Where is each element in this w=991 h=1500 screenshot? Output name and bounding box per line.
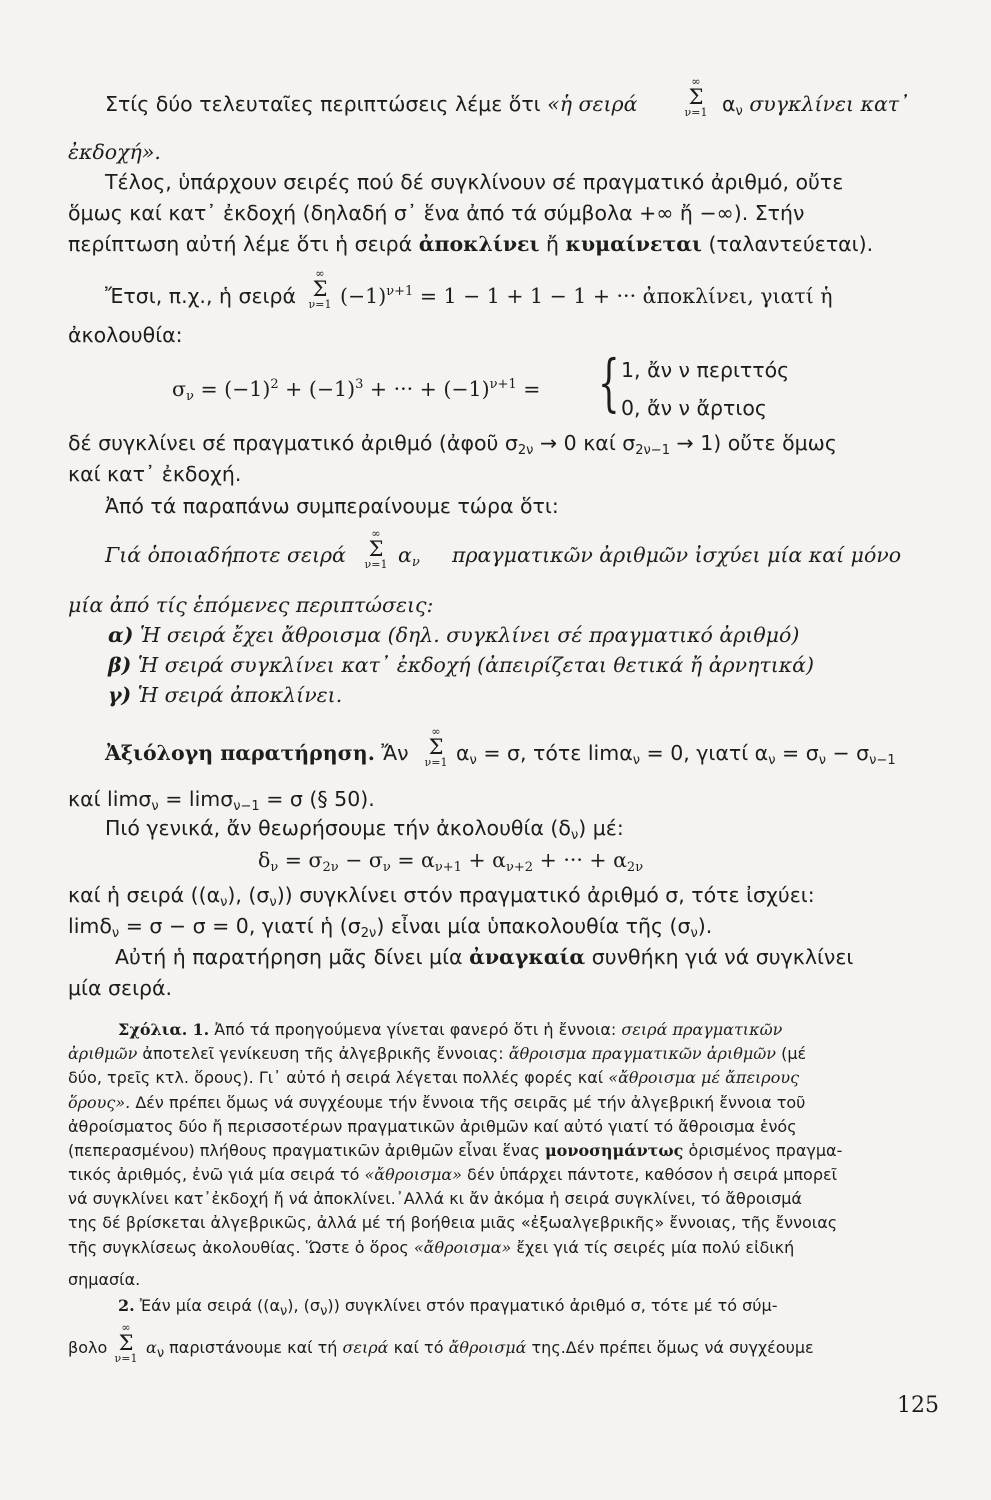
paragraph-4-line-2: καί κατ᾽ ἐκδοχή. xyxy=(68,462,242,486)
paragraph-7-line-1: καί ἡ σειρά ($(\alpha_\nu)$, $(\sigma_\nu)$) συγκλίνει στόν πραγματικό ἀριθμό σ, τότε ἰσχύει: xyxy=(68,883,815,910)
paragraph-2-line-1: Τέλος, ὑπάρχουν σειρές πού δέ συγκλίνουν σέ πραγματικό ἀριθμό, οὔτε xyxy=(105,170,844,194)
notes-line-13a: βολο xyxy=(68,1338,108,1357)
theorem-line-1c: πραγματικῶν ἀριθμῶν ἰσχύει μία καί μόνο xyxy=(452,543,902,567)
notes-line-6: (πεπερασμένου) πλήθους πραγματικῶν ἀριθμῶν εἶναι ἕνας μονοσημάντως ὁρισμένος πραγμα- xyxy=(68,1141,843,1160)
notes-line-9: της δέ βρίσκεται ἀλγεβρικῶς, ἀλλά μέ τή βοήθεια μιᾶς «ἐξωαλγεβρικῆς» ἔννοιας, τῆς ἔννοιας xyxy=(68,1213,838,1232)
paragraph-2-line-2: ὅμως καί κατ᾽ ἐκδοχή (δηλαδή σ᾽ ἕνα ἀπό τά σύμβολα +∞ ἤ −∞). Στήν xyxy=(68,201,805,225)
notes-line-8: νά συγκλίνει κατ᾽ἐκδοχή ἤ νά ἀποκλίνει.᾽Αλλά κι ἄν ἀκόμα ἡ σειρά συγκλίνει, τό ἄθροισμά xyxy=(68,1189,802,1208)
text: Στίς δύο τελευταῖες περιπτώσεις λέμε ὅτι xyxy=(105,92,541,116)
summation-symbol: ∞ Σ ν=1 xyxy=(114,1321,138,1365)
paragraph-3-line-2: ἀκολουθία: xyxy=(68,323,183,347)
series-expression: $(-1)^{\nu+1} = 1 - 1 + 1 - 1$ + ··· ἀποκλίνει, γιατί ἡ xyxy=(340,284,833,308)
notes-line-11: σημασία. xyxy=(68,1270,141,1289)
notes-line-2: ἀριθμῶν ἀποτελεῖ γενίκευση τῆς ἀλγεβρικῆς ἔννοιας: ἄθροισμα πραγματικῶν ἀριθμῶν (μέ xyxy=(68,1044,807,1063)
paragraph-3-line-1: Ἔτσι, π.χ., ἡ σειρά xyxy=(105,284,297,308)
text-italic: «ἡ σειρά xyxy=(547,92,638,116)
paragraph-6: Πιό γενικά, ἄν θεωρήσουμε τήν ἀκολουθία $(\delta_\nu)$ μέ: xyxy=(105,816,624,843)
paragraph-8-line-1: Αὐτή ἡ παρατήρηση μᾶς δίνει μία ἀναγκαία συνθήκη γιά νά συγκλίνει xyxy=(115,945,854,969)
paragraph-7-line-2: limδ$_\nu$ = σ − σ = 0, γιατί ἡ $(\sigma_{2\nu})$ εἶναι μία ὑπακολουθία τῆς $(\sigma_\nu)$. xyxy=(68,914,713,941)
case-2: 0, ἄν ν ἄρτιος xyxy=(621,396,767,420)
paragraph-4-line-1: δέ συγκλίνει σέ πραγματικό ἀριθμό (ἀφοῦ $\sigma_{2\nu} \to 0$ καί $\sigma_{2\nu-1} \to 1$) οὔτε ὅμως xyxy=(68,431,837,458)
paragraph-2-line-3: περίπτωση αὐτή λέμε ὅτι ἡ σειρά ἀποκλίνει ἤ κυμαίνεται (ταλαντεύεται). xyxy=(68,232,874,256)
paragraph-8-line-2: μία σειρά. xyxy=(68,976,173,1000)
notes-line-7: τικός ἀριθμός, ἐνῶ γιά μία σειρά τό «ἄθροισμα» δέν ὑπάρχει πάντοτε, καθόσον ἡ σειρά μπορεῖ xyxy=(68,1165,838,1184)
remark-line-2: καί limσ$_\nu$ = limσ$_{\nu-1}$ = σ (§ 50). xyxy=(68,787,375,814)
notes-line-10: τῆς συγκλίσεως ἀκολουθίας. Ὥστε ὁ ὅρος «ἄθροισμα» ἔχει γιά τίς σειρές μία πολύ εἰδική xyxy=(68,1238,795,1257)
summation-symbol: ∞ Σ ν=1 xyxy=(308,267,332,311)
paragraph-1-line-2: ἐκδοχή». xyxy=(68,140,161,164)
theorem-line-1b: $\alpha_\nu$ xyxy=(398,543,420,570)
notes-line-13b: $\alpha_\nu$ παριστάνουμε καί τή σειρά καί τό ἄθροισμά της.Δέν πρέπει ὅμως νά συγχέουμε xyxy=(146,1338,814,1361)
paragraph-1-line-1 xyxy=(105,92,637,116)
summation-symbol: ∞ Σ ν=1 xyxy=(424,725,448,769)
notes-line-4: ὅρους». Δέν πρέπει ὅμως νά συγχέουμε τήν ἔννοια τῆς σειρᾶς μέ τήν ἀλγεβρική ἔννοια τοῦ xyxy=(68,1093,806,1112)
remark-line-1a: Ἀξιόλογη παρατήρηση. Ἄν xyxy=(105,741,409,765)
page-number: 125 xyxy=(897,1393,939,1418)
summation-symbol: ∞ Σ ν=1 xyxy=(684,75,708,119)
notes-line-12: 2. Ἐάν μία σειρά ($(\alpha_\nu)$, $(\sigma_\nu)$) συγκλίνει στόν πραγματικό ἀριθμό σ, τότε μέ τό σύμ- xyxy=(118,1296,778,1319)
theorem-item-b: β) Ἡ σειρά συγκλίνει κατ᾽ ἐκδοχή (ἀπειρίζεται θετικά ἤ ἀρνητικά) xyxy=(108,653,815,677)
equation-delta-n: $\delta_\nu = \sigma_{2\nu} - \sigma_\nu = \alpha_{\nu+1} + \alpha_{\nu+2}$ + ··· + $\alpha_{2\nu}$ xyxy=(258,848,644,875)
notes-line-3: δύο, τρεῖς κτλ. ὅρους). Γι᾽ αὐτό ἡ σειρά λέγεται πολλές φορές καί «ἄθροισμα μέ ἄπειρους xyxy=(68,1068,800,1087)
equation-sigma-n: $\sigma_\nu = (-1)^2 + (-1)^3$ + ··· + $(-1)^{\nu+1}$ = xyxy=(172,377,541,404)
case-1: 1, ἄν ν περιττός xyxy=(621,358,790,382)
theorem-line-2: μία ἀπό τίς ἑπόμενες περιπτώσεις: xyxy=(68,593,434,617)
notes-line-5: ἀθροίσματος δύο ἤ περισσοτέρων πραγματικῶν ἀριθμῶν καί αὐτό γιατί τό ἄθροισμα ἑνός xyxy=(68,1117,797,1136)
theorem-item-c: γ) Ἡ σειρά ἀποκλίνει. xyxy=(108,683,343,707)
theorem-item-a: α) Ἡ σειρά ἔχει ἄθροισμα (δηλ. συγκλίνει σέ πραγματικό ἀριθμό) xyxy=(108,623,800,647)
paragraph-5: Ἀπό τά παραπάνω συμπεραίνουμε τώρα ὅτι: xyxy=(105,494,559,518)
remark-line-1b: $\alpha_\nu = \sigma$, τότε limα$_\nu$ = 0, γιατί $\alpha_\nu = \sigma_\nu - \sigma_{\nu-1}$ xyxy=(456,741,896,768)
notes-line-1: Σχόλια. 1. Ἀπό τά προηγούμενα γίνεται φανερό ὅτι ἡ ἔννοια: σειρά πραγματικῶν xyxy=(118,1020,783,1039)
left-brace: { xyxy=(598,346,620,419)
paragraph-1-term: $\alpha_\nu$ συγκλίνει κατ᾽ xyxy=(722,92,910,119)
theorem-line-1a: Γιά ὁποιαδήποτε σειρά xyxy=(105,543,346,567)
summation-symbol: ∞ Σ ν=1 xyxy=(364,527,388,571)
